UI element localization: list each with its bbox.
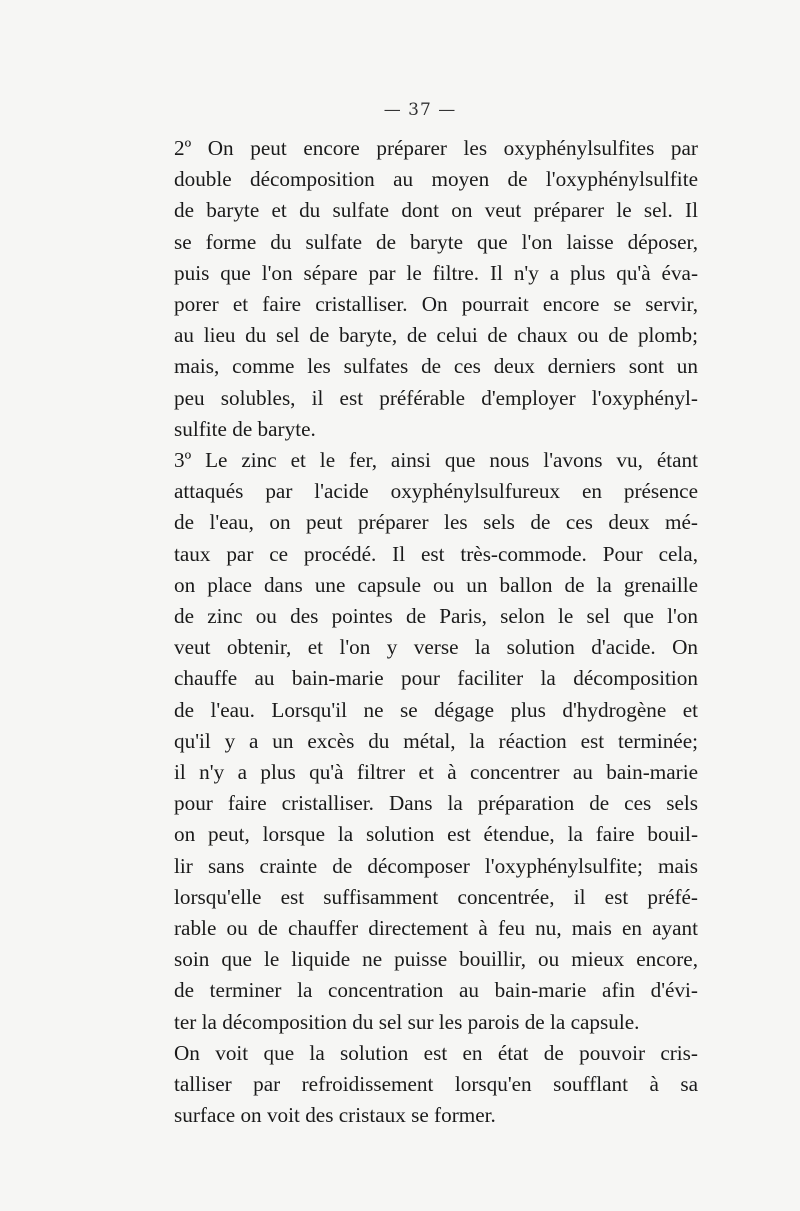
paragraph-crystallization [156, 1038, 698, 1132]
text-line: talliser par refroidissement lorsqu'en soufflant à sa [174, 1072, 698, 1097]
text-line: 3º Le zinc et le fer, ainsi que nous l'avons vu, étant [174, 448, 698, 473]
text-line: on peut, lorsque la solution est étendue, la faire bouil- [174, 822, 698, 847]
text-line: puis que l'on sépare par le filtre. Il n'y a plus qu'à éva- [174, 260, 698, 285]
text-line: porer et faire cristalliser. On pourrait encore se servir, [174, 292, 698, 317]
text-line: de baryte et du sulfate dont on veut préparer le sel. Il [174, 198, 698, 223]
text-line: peu solubles, il est préférable d'employer l'oxyphényl- [174, 385, 698, 410]
text-line: pour faire cristalliser. Dans la préparation de ces sels [174, 791, 698, 816]
text-line: de terminer la concentration au bain-marie afin d'évi- [174, 978, 698, 1003]
text-line: de l'eau. Lorsqu'il ne se dégage plus d'hydrogène et [174, 697, 698, 722]
text-line: On voit que la solution est en état de pouvoir cris- [174, 1040, 698, 1065]
text-line: au lieu du sel de baryte, de celui de chaux ou de plomb; [174, 323, 698, 348]
text-line: taux par ce procédé. Il est très-commode. Pour cela, [174, 541, 698, 566]
text-line: chauffe au bain-marie pour faciliter la décomposition [174, 666, 698, 691]
text-line: de zinc ou des pointes de Paris, selon le sel que l'on [174, 604, 698, 629]
text-line: sulfite de baryte. [174, 416, 316, 441]
text-line: 2º On peut encore préparer les oxyphénylsulfites par [174, 136, 698, 160]
text-line: soin que le liquide ne puisse bouillir, ou mieux encore, [174, 947, 698, 972]
page-number: — 37 — [383, 100, 457, 120]
text-line: attaqués par l'acide oxyphénylsulfureux en présence [174, 479, 698, 504]
text-line: lir sans crainte de décomposer l'oxyphénylsulfite; mais [174, 853, 698, 878]
text-line: veut obtenir, et l'on y verse la solution d'acide. On [174, 635, 698, 660]
paragraph-preparation-by-double-decomposition [156, 133, 698, 445]
text-line: mais, comme les sulfates de ces deux derniers sont un [174, 354, 698, 379]
text-line: se forme du sulfate de baryte que l'on laisse déposer, [174, 229, 698, 254]
text-line: il n'y a plus qu'à filtrer et à concentrer au bain-marie [174, 760, 698, 785]
paragraph-zinc-and-iron-salts [156, 445, 698, 1038]
text-line: rable ou de chauffer directement à feu nu, mais en ayant [174, 916, 698, 941]
text-line: ter la décomposition du sel sur les parois de la capsule. [174, 1009, 640, 1034]
text-line: qu'il y a un excès du métal, la réaction est terminée; [174, 728, 698, 753]
text-line: on place dans une capsule ou un ballon de la grenaille [174, 572, 698, 597]
text-line: surface on voit des cristaux se former. [174, 1103, 496, 1128]
body-text [156, 133, 698, 1132]
text-line: double décomposition au moyen de l'oxyphénylsulfite [174, 167, 698, 192]
text-line: de l'eau, on peut préparer les sels de ces deux mé- [174, 510, 698, 535]
text-line: lorsqu'elle est suffisamment concentrée, il est préfé- [174, 884, 698, 909]
